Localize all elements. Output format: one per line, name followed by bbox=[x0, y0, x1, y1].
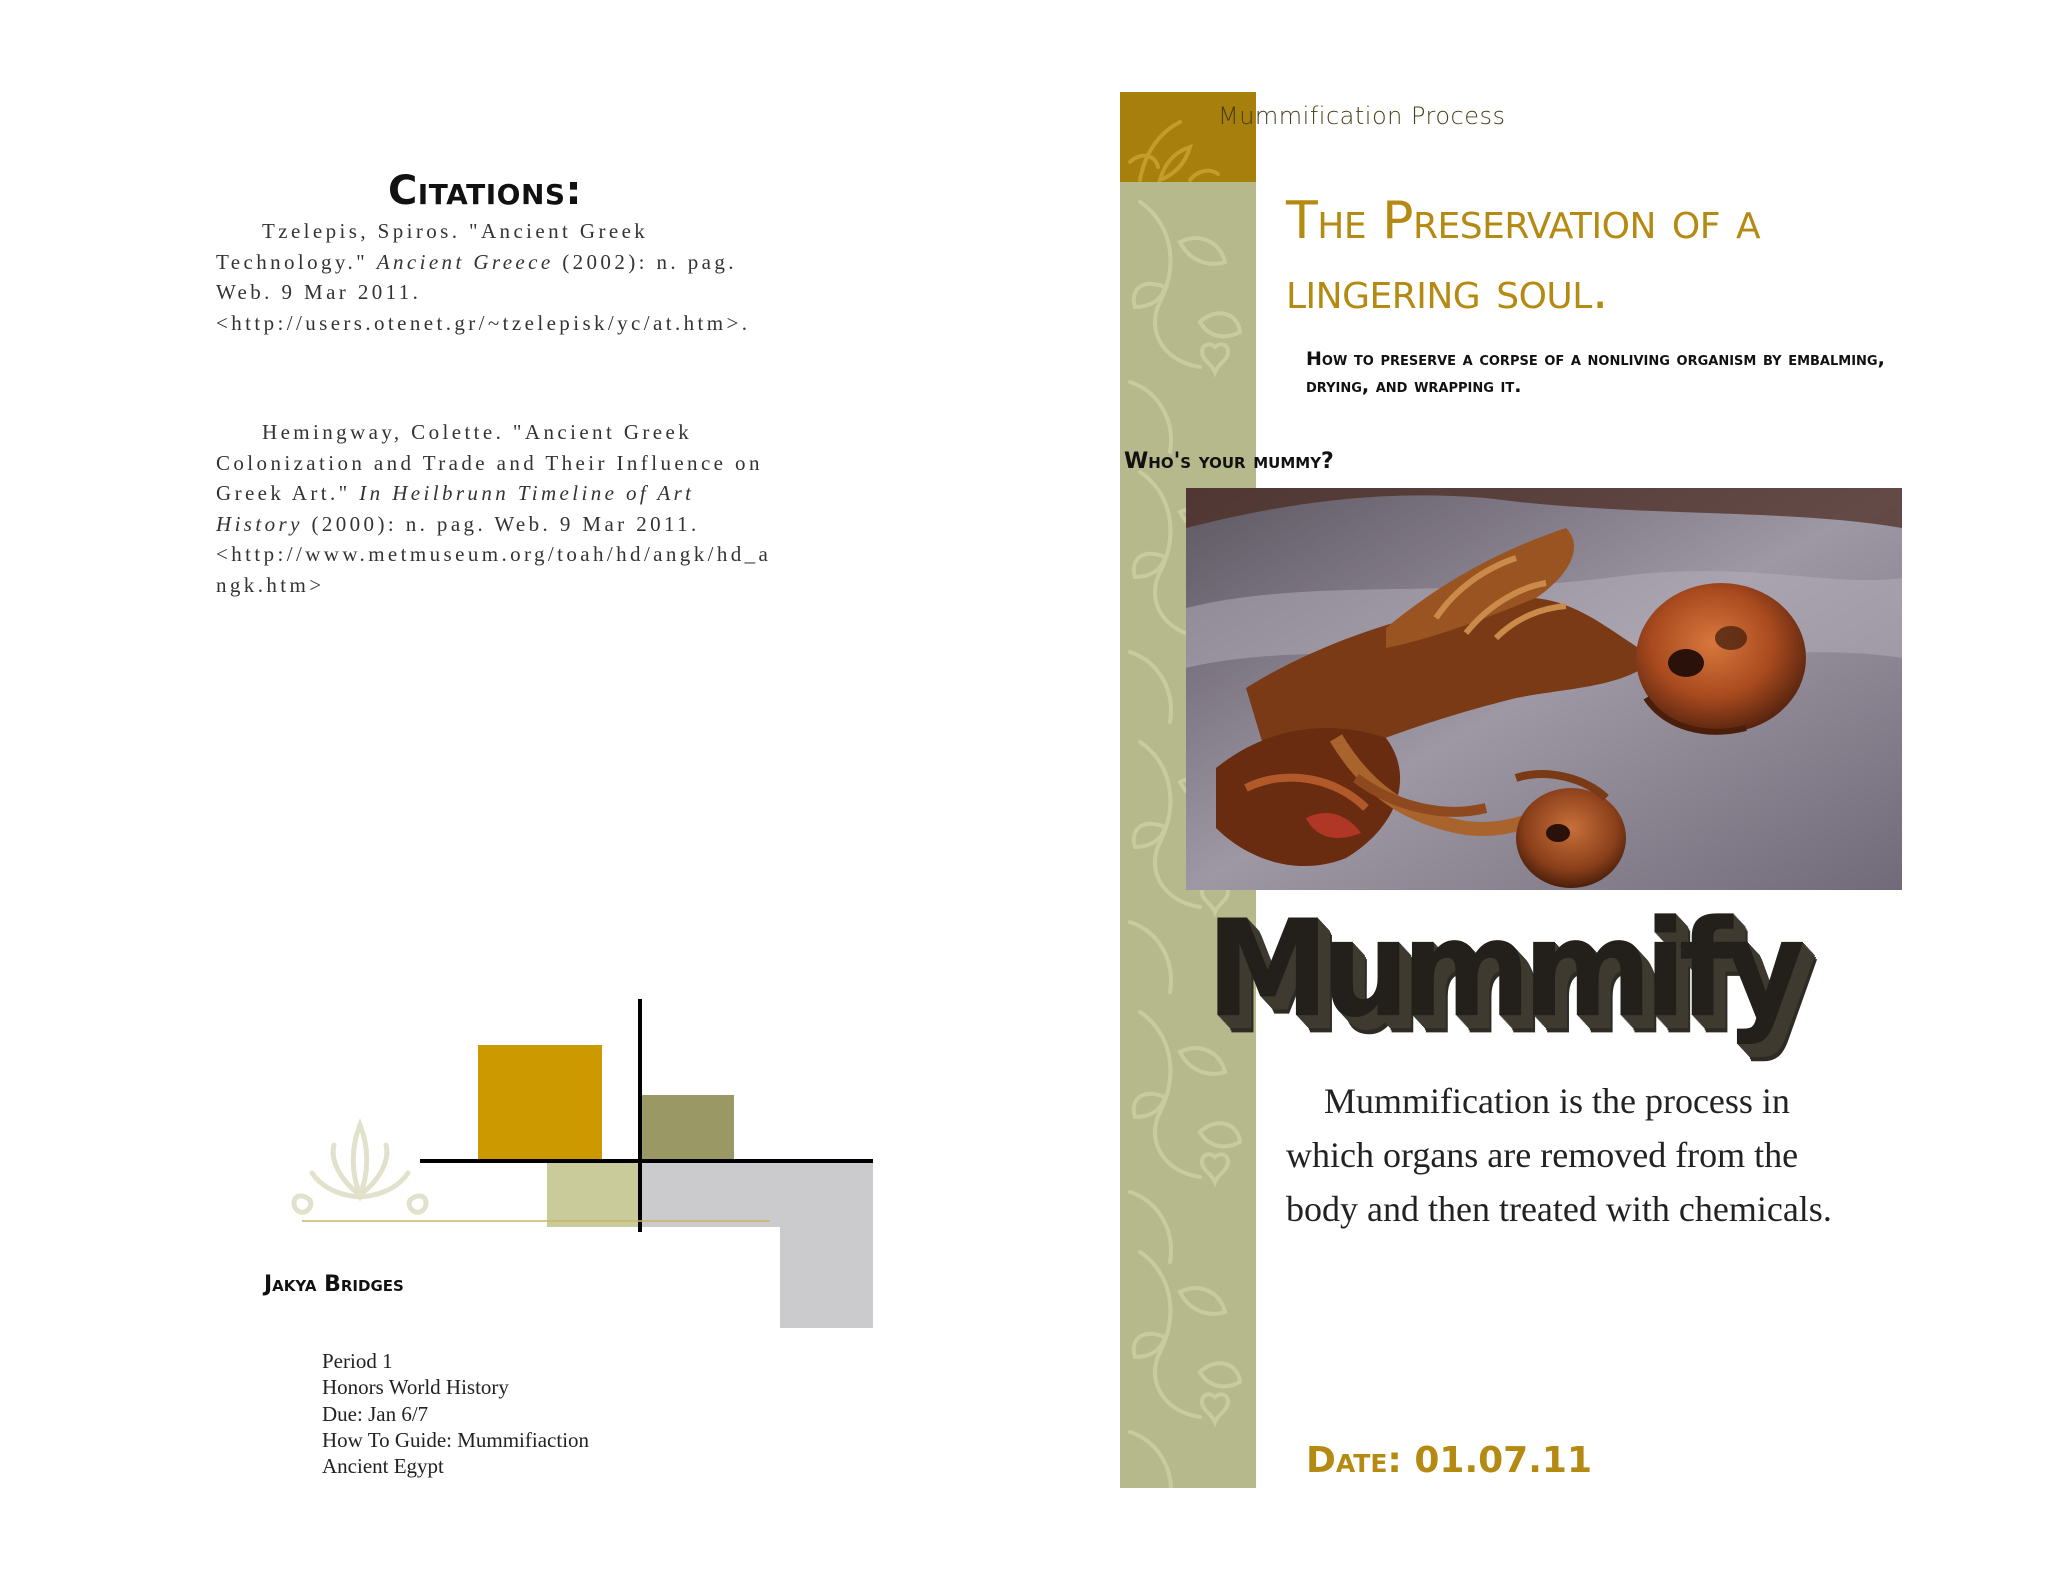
citation-1-details: (2002): n. pag. Web. 9 Mar 2011. <http://users.otenet.gr/~tzelepisk/yc/at.htm>. bbox=[216, 249, 751, 335]
gold-block bbox=[478, 1045, 602, 1161]
date-label: Date: 01.07.11 bbox=[1306, 1440, 1592, 1481]
citation-1-text: Tzelepis, Spiros. "Ancient Greek Technology." bbox=[216, 219, 649, 274]
header-title: Mummification Process bbox=[1218, 102, 1506, 130]
citation-2 bbox=[216, 417, 776, 600]
gray-block bbox=[642, 1161, 873, 1328]
main-title: The Preservation of a lingering soul. bbox=[1286, 191, 1761, 321]
citation-2-details: (2000): n. pag. Web. 9 Mar 2011. <http://www.metmuseum.org/toah/hd/angk/hd_angk.htm> bbox=[216, 511, 772, 597]
info-topic: Ancient Egypt bbox=[322, 1454, 444, 1479]
citation-1 bbox=[216, 216, 776, 338]
info-course: Honors World History bbox=[322, 1375, 509, 1400]
description-paragraph bbox=[1286, 1074, 1846, 1236]
citation-2-text: Hemingway, Colette. "Ancient Greek Colonization and Trade and Their Influence on Greek Art." bbox=[216, 420, 763, 505]
light-olive-block bbox=[547, 1161, 638, 1227]
mummify-wordart: Mummify bbox=[1206, 892, 1798, 1048]
info-due-date: Due: Jan 6/7 bbox=[322, 1401, 429, 1426]
citations-title: Citations: bbox=[387, 168, 583, 214]
leaf-flourish-icon bbox=[294, 1125, 426, 1212]
mummy-illustration bbox=[1186, 488, 1902, 890]
info-period: Period 1 bbox=[322, 1349, 393, 1373]
mummy-photo bbox=[1186, 488, 1902, 890]
info-assignment: How To Guide: Mummifiaction bbox=[322, 1427, 590, 1452]
assignment-info bbox=[322, 1348, 589, 1479]
author-name: Jakya Bridges bbox=[264, 1272, 404, 1297]
section-heading: Who's your mummy? bbox=[1124, 449, 1334, 474]
subtitle: How to preserve a corpse of a nonliving organism by embalming, drying, and wrapping it. bbox=[1306, 348, 1885, 397]
olive-block bbox=[642, 1095, 734, 1161]
citation-1-source: Ancient Greece bbox=[376, 249, 554, 274]
citation-2-source: In Heilbrunn Timeline of Art History bbox=[216, 481, 695, 536]
description-text: Mummification is the process in which organs are removed from the body and then treated with chemicals. bbox=[1286, 1081, 1832, 1229]
